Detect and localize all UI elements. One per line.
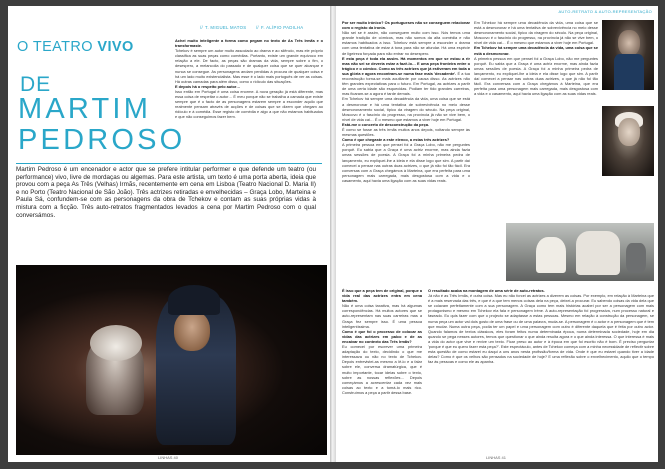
answer: Em Tchekov há sempre uma decadência da vida, uma coisa que se está a desmoronar e há uma tentativa de sobrevivência no meio desse desmoronamento social, típico da viragem do século. Na peça original, Moscovo é o fascínio do progresso, na província já não se vive bem, o nível de vida cai… É o mesmo que estamos a viver hoje em Portugal. xyxy=(342,96,470,122)
answer: A primeira pessoa em que pensei foi a Graça Lobo, não me perguntes porquê. Eu sabia que a Graça é uma actriz enorme, mas ainda fazia umas sessões de poesia. A Graça foi a minha primeira pedra de lançamento, eu expliquei-lhe a ideia e ela disse logo que sim. A partir daí comecei a pensar nas outras duas actrizes, o que já não foi tão fácil. Era conversas com a Graça chegámos à Marteina, que era perfeita para uma personagem mais carregada, mais desgostosa com a vida e o casamento, aqui havia uma ligação com as suas vidas reais. xyxy=(474,55,598,97)
interview-column-3 xyxy=(342,288,422,454)
stage-photo xyxy=(16,265,327,455)
question: Como é que foi o processo de colocar as vidas das actrizes em palco e de as encaixar no contexto das Três Irmãs? xyxy=(342,328,422,344)
actress-hair xyxy=(90,325,142,361)
actor-face xyxy=(174,311,210,351)
page-footer: LINHAS 41 xyxy=(486,455,507,460)
question: Em Tchekov há sempre uma decadência da vida, uma coisa que se está a desmoronar. xyxy=(474,45,598,56)
question: Está-me o concerto de desconstrução da peça. xyxy=(342,121,430,127)
question: E esta peça é toda ela assim. Há momentos em que se estou a rir mas não sei se deveria estar a fazê-lo… E uma peça fronteira entre o trágico e o cómico. Como as três actrizes que já estiveram em toda a sua glória e agora encontram-se numa fase mais 'decadente'. xyxy=(342,55,470,76)
left-page xyxy=(8,6,330,462)
answer: É a tua reconstrução torna-se mais acutilante por causa disso. As actrizes não têm grandes expectativas para o futuro. Em Portugal, as actrizes a partir de uma certa idade são esquecidas. Podiam ter tido grandes carreiras, mas ficaram-se a agora é tarde demais. xyxy=(342,70,470,97)
question: Como é que chegaste a este elenco, a estas três actrizes? xyxy=(342,137,450,143)
question: O resultado acaba na montagem de uma série de auto-retratos. xyxy=(428,288,545,293)
article-intro: Martim Pedroso é um encenador e actor que se prefere intitular performer e que defende um teatro (ou performance) vivo, livre de mordaças ou algemas. Para este artista, um texto é uma porta aberta, ideia que provou com a peça As Três (Velhas) Irmãs, recentemente em cena em Lisboa (Teatro Nacional D. Maria II) e no Porto (Teatro Nacional de São João). Três actrizes retiradas e envelhecidas – Graça Lobo, Marteina e Paula Sá, confundem-se com as personagens da obra de Tchekov e contam as suas próprias vidas à mistura com a ficção. Três auto-retratos fragmentados levados a cena por Martim Pedroso com o qual conversámos. xyxy=(16,166,316,219)
actress-photo-2 xyxy=(602,106,654,176)
question: E depois há o respeito pelo autor… xyxy=(175,83,241,89)
answer: É como se fosse as três irmãs muitos anos depois, voltando sempre às mesmas questões. xyxy=(342,126,470,138)
right-page xyxy=(336,6,658,462)
answer: Tchekov é sempre um autor muito associado ao drama e ao silêncio, mas ele próprio classifica as suas peças como comédias. Portanto, existe um grande equívoco em relação a ele. De facto, as peças são dramas da vida, sempre sobre o fim, o desespero, a melancolia do passado e de qualquer coisa que se quer alcançar e nunca se consegue. As personagens andam perdidas à procura de qualquer coisa e há um lado muito existencialista. Mas esse é o lado mais português de ver as coisas. Há outras camadas para além disso, como o ridículo das situações. xyxy=(175,48,323,84)
answer: A primeira pessoa em que pensei foi a Graça Lobo, não me perguntes porquê. Eu sabia que a Graça é uma actriz enorme, mas ainda fazia umas sessões de poesia. A Graça foi a minha primeira pedra de lançamento, eu expliquei-lhe a ideia e ela disse logo que sim. A partir daí comecei a pensar nas outras duas actrizes, o que já não foi tão fácil. Era conversas com a Graça chegámos à Marteina, que era perfeita para uma personagem mais carregada, mais desgostosa com a vida e o casamento, aqui havia uma ligação com as suas vidas reais. xyxy=(342,142,470,183)
credits xyxy=(200,25,311,30)
article-title-small: O TEATRO VIVO xyxy=(17,39,134,55)
interview-column-2 xyxy=(474,20,598,222)
page-footer: LINHAS 40 xyxy=(158,455,179,460)
answer: Já não é as Três Irmãs, é outra coisa. Mas eu não forcei as actrizes a dizerem as coisas. Por exemplo, em relação à Marteina que é a mais reservada das três, e que é a que tem menos coisas dela na peça, deixei-a procurar. Eu sabendo coisas da vida dela que se colavam perfeitamente com a sua personagem. A Graça como tem mais histórias acabei por ser a personagem com mais protagonismo e mesmo em Tchekov ela fala e personagem Irène. A auto-representação foi progressiva, num processo natural e faseado. Eu quis fazer com que o projecto se adaptasse a estas pessoas. Mesmo em relação à construção da personagem, se numa peça um actor vai dois gosto de uma frase ou de uma palavra, muda-se. A personagem é o actor e a personagem que é tem que mudar. Numa outra peça, podia ter um papel e uma personagem com outro é diferente daquela que é feita por outro actor. Quando falamos de textos clássicos, eles foram feitos numa determinada época, numa determinada sociedade, hoje em dia quando se pega nesses autores, temos que questionar o que ainda resulta agora e o que ainda interessa. O que interessa é mais a vida do actor que vive e revive um texto. Ficar preso ao autor e à época em que foi escrito não é bom. É preciso perguntar 'porque é que eu quero fazer esta peça?'. Este espectáculo, antes de Tchekov começa com a minha necessidade de reflectir sobre esta questão de como estarei eu daqui a uns anos nesta profissão/forma de vida. Onde é que eu estarei quando tiver a idade delas? Como é que os velhos são pensados na sociedade de hoje? E uma reflexão sobre o envelhecimento, aquilo que o tempo faz às pessoas e como ele as apanha. xyxy=(428,293,654,365)
actor-hat xyxy=(168,285,220,315)
stage-photo-wide xyxy=(506,223,654,281)
answer: Não é uma coisa taxativa, mas há algumas correspondências. Há muitos actores que se auto-representam nas suas carreiras mas a Graça fez sempre isso. É uma pessoa inteligentíssima. xyxy=(342,303,422,329)
answer: Não sei se é assim, não conseguem muito com isso. Nós temos uma grande tradição de cómicos, mas não somos da alta comédia e não estamos habituados a isso. Tchekov está sempre a esconder o drama com uma tentativa de estar à tona para não se afundar. Há uma espécie de ligeireza forçada para não entrar no desespero. xyxy=(342,30,470,56)
article-title-name-1: MARTIM xyxy=(18,93,152,125)
interview-column-1 xyxy=(342,20,470,222)
answer: Isso então em Portugal é uma coisa enorme. A nova geração já está diferente, mas essa coisa de respeitar o autor… É meu porque não se trabalha a camada que existe sempre que é o facto de as personagens estarem sempre a esconder aquilo que realmente pensam através de acções e de coisas que se dizem que chegam ao ridículo e à comédia. Esse registo de comédia e algo a que não estamos habituados e que não conseguimos fazer bem. xyxy=(175,88,323,120)
question: Por ser muito irónico? Os portugueses não se conseguem relacionar com o registo da ironia. xyxy=(342,20,470,31)
question: É isso que a peça tem de original, porque a vida real das actrizes entra em cena também. xyxy=(342,288,422,304)
article-title-de: DE xyxy=(20,73,52,96)
answer: Eu comecei por escrever uma primeira adaptação do texto, decidindo o que me interessava ou não no texto de Tchekov. Depois entrevistei-as mesmo a lê-lo e a falar sobre ele, conversa dramatúrgica, que é muito importante, tocar ideias sobre o texto, sobre as nossas reflexões… Depois começámos a acrescentar cada vez mais coisas ao texto e a tomá-lo mais rico. Construímos a peça a partir dessa base. xyxy=(342,344,422,395)
interview-column-left-page xyxy=(175,38,323,162)
article-title-name-2: PEDROSO xyxy=(18,124,186,156)
divider xyxy=(16,163,322,164)
question: Achei muito inteligente a forma como pegam no texto de As Três Irmãs e o transformaste. xyxy=(175,38,323,49)
credit-photographer: // F. ALÍPIO PADILHA xyxy=(255,25,304,30)
actress-photo-1 xyxy=(602,20,654,90)
credit-writer: // T. MIGUEL MATOS xyxy=(200,25,247,30)
interview-column-4 xyxy=(428,288,654,454)
answer: Em Tchekov há sempre uma decadência da vida, uma coisa que se está a desmoronar e há uma tentativa de sobrevivência no meio desse desmoronamento social, típico da viragem do século. Na peça original, Moscovo é o fascínio do progresso, na província já não se vive bem, o nível de vida cai… É o mesmo que estamos a viver hoje em Portugal. xyxy=(474,20,598,46)
section-header: AUTO-RETRATO & AUTO-REPRESENTAÇÃO xyxy=(558,9,652,14)
